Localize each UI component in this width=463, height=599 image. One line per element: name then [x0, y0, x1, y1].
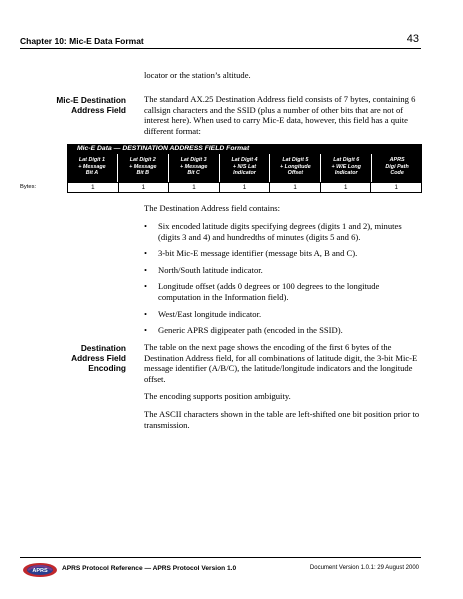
chapter-title: Chapter 10: Mic-E Data Format: [20, 36, 144, 46]
table-title: Mic-E Data — DESTINATION ADDRESS FIELD Format: [67, 144, 422, 154]
list-item: • North/South latitude indicator.: [144, 265, 424, 276]
section-heading-line: Address Field: [71, 105, 126, 115]
footer-document-title: APRS Protocol Reference — APRS Protocol Version 1.0: [62, 565, 237, 572]
table-header-cell: Lat Digit 2 + Message Bit B: [117, 154, 168, 182]
aprs-logo-icon: [22, 560, 58, 578]
footer-version: Document Version 1.0.1: 29 August 2000: [309, 565, 419, 571]
field-contents-list: [144, 221, 424, 342]
section-heading-destination-address-field: [56, 95, 126, 115]
section-paragraph: The ASCII characters shown in the table are left-shifted one bit position prior to transmission.: [144, 408, 420, 430]
list-item: • Six encoded latitude digits specifying degrees (digits 1 and 2), minutes (digits 3 and 4) and hundredths of minutes (digits 5 and 6).: [144, 221, 424, 242]
table-header-cell: Lat Digit 5 + Longitude Offset: [269, 154, 320, 182]
table-bytes-cell: 1: [168, 183, 219, 192]
table-header-cell: Lat Digit 3 + Message Bit C: [168, 154, 219, 182]
list-item: • Longitude offset (adds 0 degrees or 100 degrees to the longitude computation in the Information field).: [144, 281, 424, 302]
table-header-cell: APRS Digi Path Code: [371, 154, 422, 182]
section-paragraph: The standard AX.25 Destination Address field consists of 7 bytes, containing 6 callsign characters and the SSID (plus a number of other bits that are not of interest here). When used to carry Mic-E data, however, this field has a quite different format:: [144, 94, 416, 136]
intro-fragment: locator or the station’s altitude.: [144, 70, 251, 80]
section-heading-line: Encoding: [88, 363, 126, 373]
section-heading-line: Mic-E Destination: [56, 95, 126, 105]
list-item: • West/East longitude indicator.: [144, 309, 424, 320]
list-item: • 3-bit Mic-E message identifier (message bits A, B and C).: [144, 248, 424, 259]
header-rule: [20, 48, 421, 49]
section2-body: [144, 342, 420, 437]
table-bytes-cell: 1: [91, 184, 95, 191]
page-number: 43: [406, 33, 419, 45]
section-heading-line: Address Field: [71, 353, 126, 363]
table-bytes-row: [67, 182, 422, 193]
section-heading-address-field-encoding: [71, 343, 126, 373]
table-bytes-cell: 1: [269, 183, 320, 192]
table-header-cell: Lat Digit 4 + N/S Lat Indicator: [219, 154, 270, 182]
list-item: • Generic APRS digipeater path (encoded in the SSID).: [144, 325, 424, 336]
table-header-cell: Lat Digit 1 + Message Bit A: [78, 157, 106, 176]
table-bytes-label: Bytes:: [20, 184, 37, 190]
table-bytes-cell: 1: [320, 183, 371, 192]
table-bytes-cell: 1: [219, 183, 270, 192]
footer-rule: [20, 557, 421, 558]
section-paragraph: The table on the next page shows the encoding of the first 6 bytes of the Destination Address field, for all combinations of latitude digit, the 3-bit Mic-E message identifier (A/B/C), the latitude/longitude indicators and the longitude offset.: [144, 342, 418, 384]
section-heading-line: Destination: [80, 343, 126, 353]
table-header-cell: Lat Digit 6 + W/E Long Indicator: [320, 154, 371, 182]
svg-text:APRS: APRS: [32, 568, 48, 574]
table-header-row: [67, 154, 422, 182]
contains-intro: The Destination Address field contains:: [144, 203, 281, 213]
table-bytes-cell: 1: [370, 183, 421, 192]
table-bytes-cell: 1: [118, 183, 169, 192]
section-paragraph: The encoding supports position ambiguity.: [144, 391, 291, 402]
